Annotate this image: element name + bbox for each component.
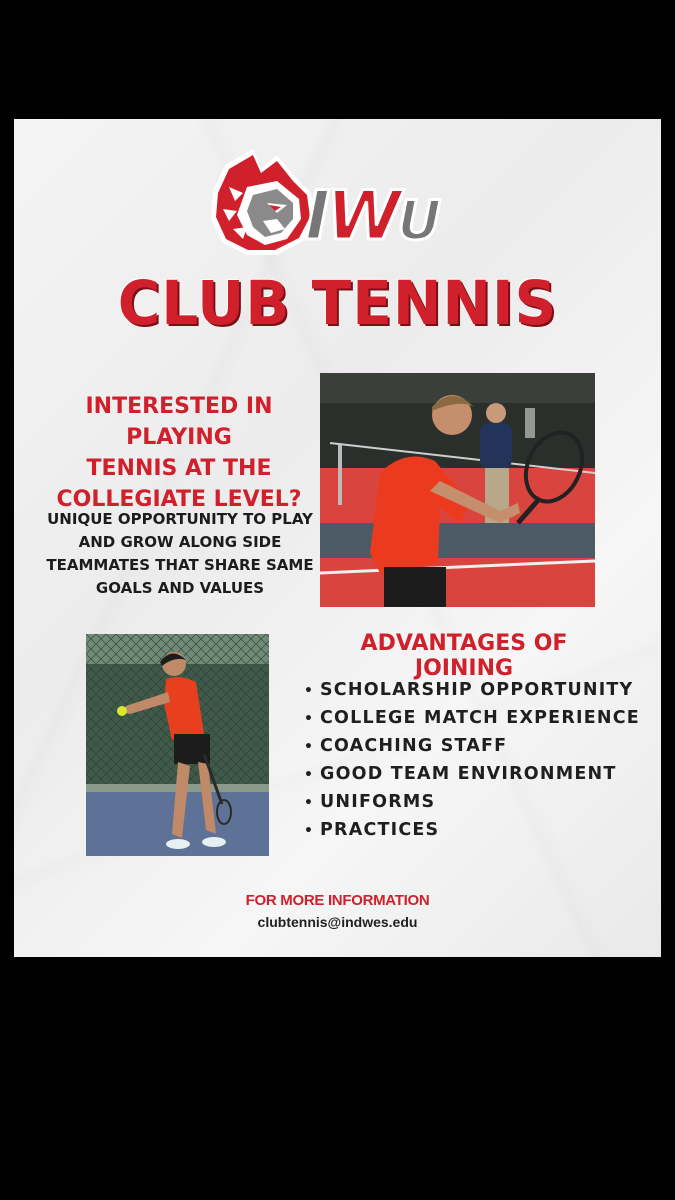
- page-title: CLUB TENNIS: [117, 267, 558, 339]
- wildcat-head-icon: [207, 147, 317, 259]
- question-body-line: AND GROW ALONG SIDE: [78, 533, 282, 551]
- contact-label: FOR MORE INFORMATION: [245, 892, 430, 909]
- bullet-icon: •: [304, 823, 315, 839]
- bullet-icon: •: [304, 795, 315, 811]
- contact-email[interactable]: clubtennis@indwes.edu: [257, 914, 418, 930]
- list-item: • SCHOLARSHIP OPPORTUNITY: [304, 676, 640, 704]
- question-heading-line: TENNIS AT THE: [86, 456, 272, 481]
- list-item: • GOOD TEAM ENVIRONMENT: [304, 760, 640, 788]
- question-body-line: GOALS AND VALUES: [95, 579, 265, 597]
- list-item: • UNIFORMS: [304, 788, 640, 816]
- question-heading: [48, 391, 310, 515]
- question-body-line: UNIQUE OPPORTUNITY TO PLAY: [47, 510, 313, 528]
- list-item: • COACHING STAFF: [304, 732, 640, 760]
- advantages-heading: ADVANTAGES OF JOINING: [360, 631, 568, 681]
- iwu-logo: [207, 147, 477, 262]
- bullet-icon: •: [304, 739, 315, 755]
- bullet-icon: •: [304, 711, 315, 727]
- bullet-icon: •: [304, 683, 315, 699]
- poster: [14, 119, 661, 957]
- question-heading-line: COLLEGIATE LEVEL?: [56, 487, 302, 512]
- question-heading-line: INTERESTED IN PLAYING: [85, 394, 273, 450]
- bullet-icon: •: [304, 767, 315, 783]
- logo-letter-u: U: [397, 189, 438, 252]
- list-item: • COLLEGE MATCH EXPERIENCE: [304, 704, 640, 732]
- male-player-photo: [320, 373, 595, 607]
- advantages-list: [304, 676, 640, 844]
- logo-letter-w: W: [326, 177, 398, 256]
- female-player-photo: [86, 634, 269, 856]
- list-item: • PRACTICES: [304, 816, 640, 844]
- question-body-line: TEAMMATES THAT SHARE SAME: [46, 556, 314, 574]
- question-body: [42, 508, 318, 600]
- logo-wordmark: [305, 177, 438, 256]
- logo-letter-i: I: [305, 177, 327, 256]
